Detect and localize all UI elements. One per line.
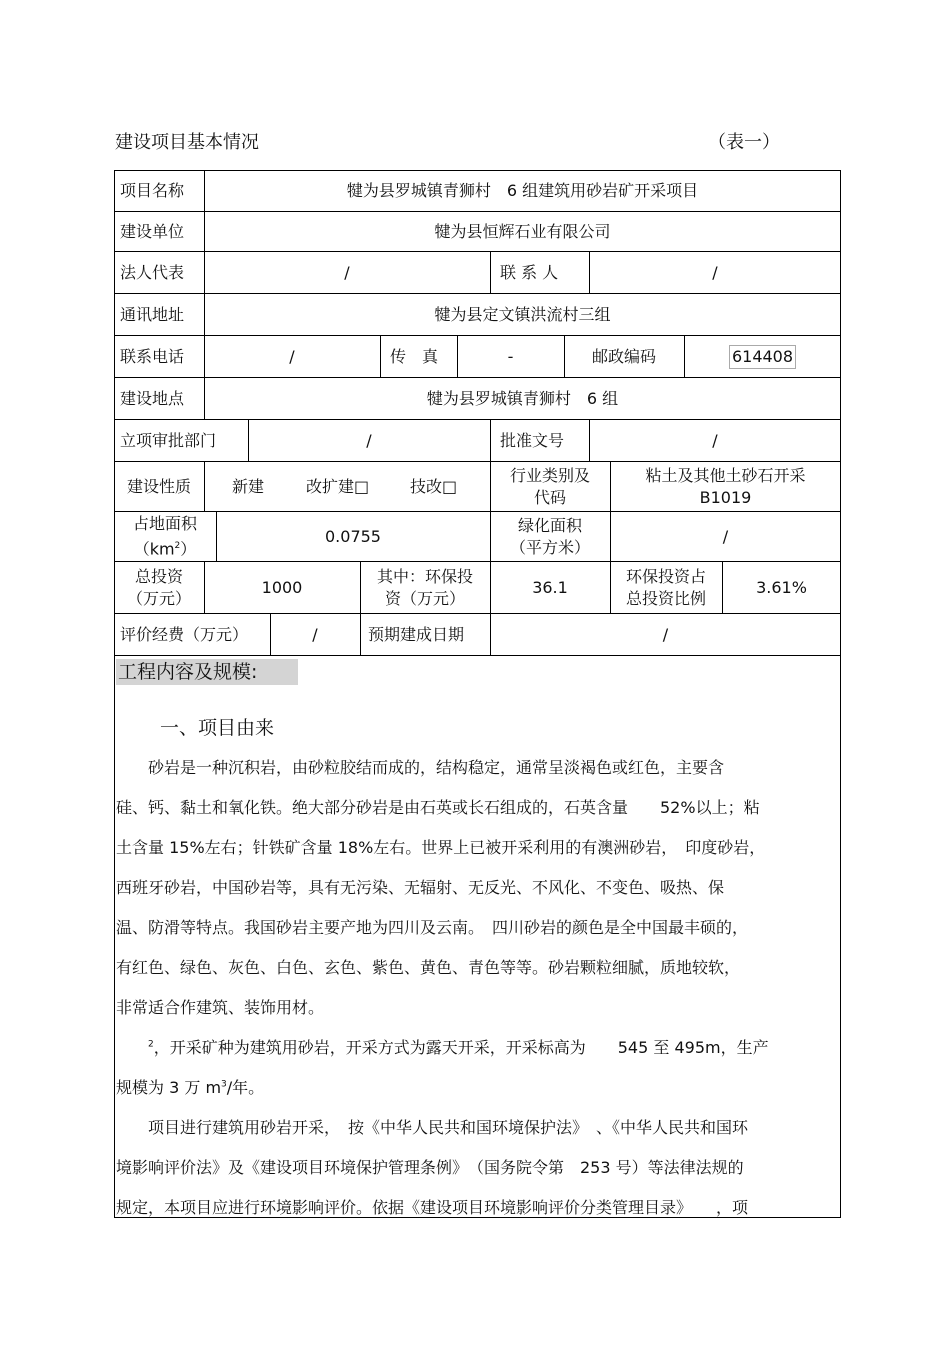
area-label-2b: ） bbox=[180, 539, 197, 559]
env-invest-label-1: 其中：环保投 bbox=[376, 566, 473, 586]
contact: / bbox=[712, 262, 718, 282]
site-label: 建设地点 bbox=[120, 388, 185, 408]
superscript: 2 bbox=[148, 1039, 154, 1050]
phone: / bbox=[289, 346, 295, 366]
line-indent bbox=[116, 1038, 148, 1057]
legal-rep-label: 法人代表 bbox=[120, 262, 185, 282]
approval-doc: / bbox=[712, 430, 718, 450]
approval-doc-label: 批准文号 bbox=[500, 430, 565, 450]
section-heading: 一、项目由来 bbox=[160, 717, 275, 739]
table-row bbox=[114, 614, 841, 656]
paragraph-line: 硅、钙、黏土和氧化铁。绝大部分砂岩是由石英或长石组成的，石英含量 52%以上；粘 bbox=[116, 798, 760, 817]
address: 犍为县定文镇洪流村三组 bbox=[434, 304, 611, 324]
env-invest-label-2: 资（万元） bbox=[384, 588, 465, 608]
approval-dept-label: 立项审批部门 bbox=[120, 430, 217, 450]
address-label: 通讯地址 bbox=[120, 304, 185, 324]
paragraph-line: 规定，本项目应进行环境影响评价。依据《建设项目环境影响评价分类管理目录》 ，项 bbox=[116, 1198, 749, 1217]
industry-2: B1019 bbox=[699, 487, 752, 507]
table-number: （表一） bbox=[708, 132, 780, 153]
invest: 1000 bbox=[261, 577, 303, 597]
paragraph-line: 温、防滑等特点。我国砂岩主要产地为四川及云南。 四川砂岩的颜色是全中国最丰硕的， bbox=[116, 918, 749, 937]
green-label-2: （平方米） bbox=[509, 537, 590, 557]
nature-tech: 技改□ bbox=[410, 476, 458, 496]
paragraph-line: 土含量 15%左右；针铁矿含量 18%左右。世界上已被开采利用的有澳洲砂岩， 印度砂岩， bbox=[116, 838, 766, 857]
table-row bbox=[114, 336, 841, 378]
fee-label: 评价经费（万元） bbox=[120, 624, 249, 644]
area-label-1: 占地面积 bbox=[132, 513, 197, 533]
table-row bbox=[114, 378, 841, 420]
table-row bbox=[114, 420, 841, 462]
table-row bbox=[114, 252, 841, 294]
ratio-label-2: 总投资比例 bbox=[625, 588, 706, 608]
industry-label-2: 代码 bbox=[533, 487, 566, 507]
table-row bbox=[114, 294, 841, 336]
builder: 犍为县恒辉石业有限公司 bbox=[434, 221, 611, 241]
fax: - bbox=[507, 346, 514, 366]
ratio: 3.61% bbox=[756, 577, 807, 597]
line-text: /年。 bbox=[226, 1078, 265, 1097]
table-row bbox=[114, 562, 841, 614]
fee: / bbox=[312, 624, 318, 644]
industry-1: 粘土及其他土砂石开采 bbox=[645, 465, 806, 485]
page-title: 建设项目基本情况 bbox=[115, 132, 259, 153]
paragraph-line: 项目进行建筑用砂岩开采， 按《中华人民共和国环境保护法》 、《中华人民共和国环 bbox=[116, 1118, 749, 1137]
paragraph-line: 境影响评价法》及《建设项目环境保护管理条例》 （国务院令第 253 号）等法律法规的 bbox=[116, 1158, 744, 1177]
area-label-2a: （km bbox=[133, 539, 175, 559]
green: / bbox=[722, 526, 729, 546]
legal-rep: / bbox=[344, 262, 350, 282]
industry-label-1: 行业类别及 bbox=[509, 465, 590, 485]
area-label-sup: 2 bbox=[174, 540, 181, 551]
green-label-1: 绿化面积 bbox=[517, 515, 582, 535]
table-row bbox=[114, 512, 841, 562]
paragraph-line bbox=[116, 1035, 836, 1058]
project-name: 犍为县罗城镇青狮村 6 组建筑用砂岩矿开采项目 bbox=[346, 180, 699, 200]
phone-label: 联系电话 bbox=[120, 346, 185, 366]
ratio-label-1: 环保投资占 bbox=[625, 566, 706, 586]
invest-label-1: 总投资 bbox=[134, 566, 183, 586]
env-invest: 36.1 bbox=[532, 577, 568, 597]
table-row bbox=[114, 212, 841, 252]
project-name-label: 项目名称 bbox=[120, 180, 185, 200]
table-row bbox=[114, 170, 841, 212]
invest-label-2: （万元） bbox=[126, 588, 191, 608]
paragraph-line: 砂岩是一种沉积岩，由砂粒胶结而成的，结构稳定，通常呈淡褐色或红色，主要含 bbox=[116, 758, 725, 777]
superscript: 3 bbox=[221, 1079, 227, 1090]
paragraph-line: 西班牙砂岩，中国砂岩等，具有无污染、无辐射、无反光、不风化、不变色、吸热、保 bbox=[116, 878, 725, 897]
table-row bbox=[114, 462, 841, 512]
site: 犍为县罗城镇青狮村 6 组 bbox=[426, 388, 619, 408]
nature-label: 建设性质 bbox=[126, 476, 191, 496]
contact-label: 联 系 人 bbox=[500, 262, 559, 282]
completion: / bbox=[662, 624, 669, 644]
section-label: 工程内容及规模: bbox=[116, 659, 298, 685]
line-text: 规模为 3 万 m bbox=[116, 1078, 222, 1097]
builder-label: 建设单位 bbox=[120, 221, 185, 241]
line-text: ，开采矿种为建筑用砂岩，开采方式为露天开采，开采标高为 545 至 495m，生产 bbox=[153, 1038, 769, 1057]
nature-expand: 改扩建□ bbox=[306, 476, 370, 496]
paragraph-line: 非常适合作建筑、装饰用材。 bbox=[116, 998, 325, 1017]
fax-label: 传 真 bbox=[390, 346, 439, 366]
postcode-label: 邮政编码 bbox=[591, 346, 656, 366]
area: 0.0755 bbox=[325, 526, 381, 546]
nature-new: 新建 bbox=[232, 476, 265, 496]
approval-dept: / bbox=[366, 430, 372, 450]
postcode: 614408 bbox=[729, 345, 796, 369]
paragraph-line bbox=[116, 1075, 836, 1098]
completion-label: 预期建成日期 bbox=[368, 624, 465, 644]
paragraph-line: 有红色、绿色、灰色、白色、玄色、紫色、黄色、青色等等。砂岩颗粒细腻，质地较软， bbox=[116, 958, 741, 977]
